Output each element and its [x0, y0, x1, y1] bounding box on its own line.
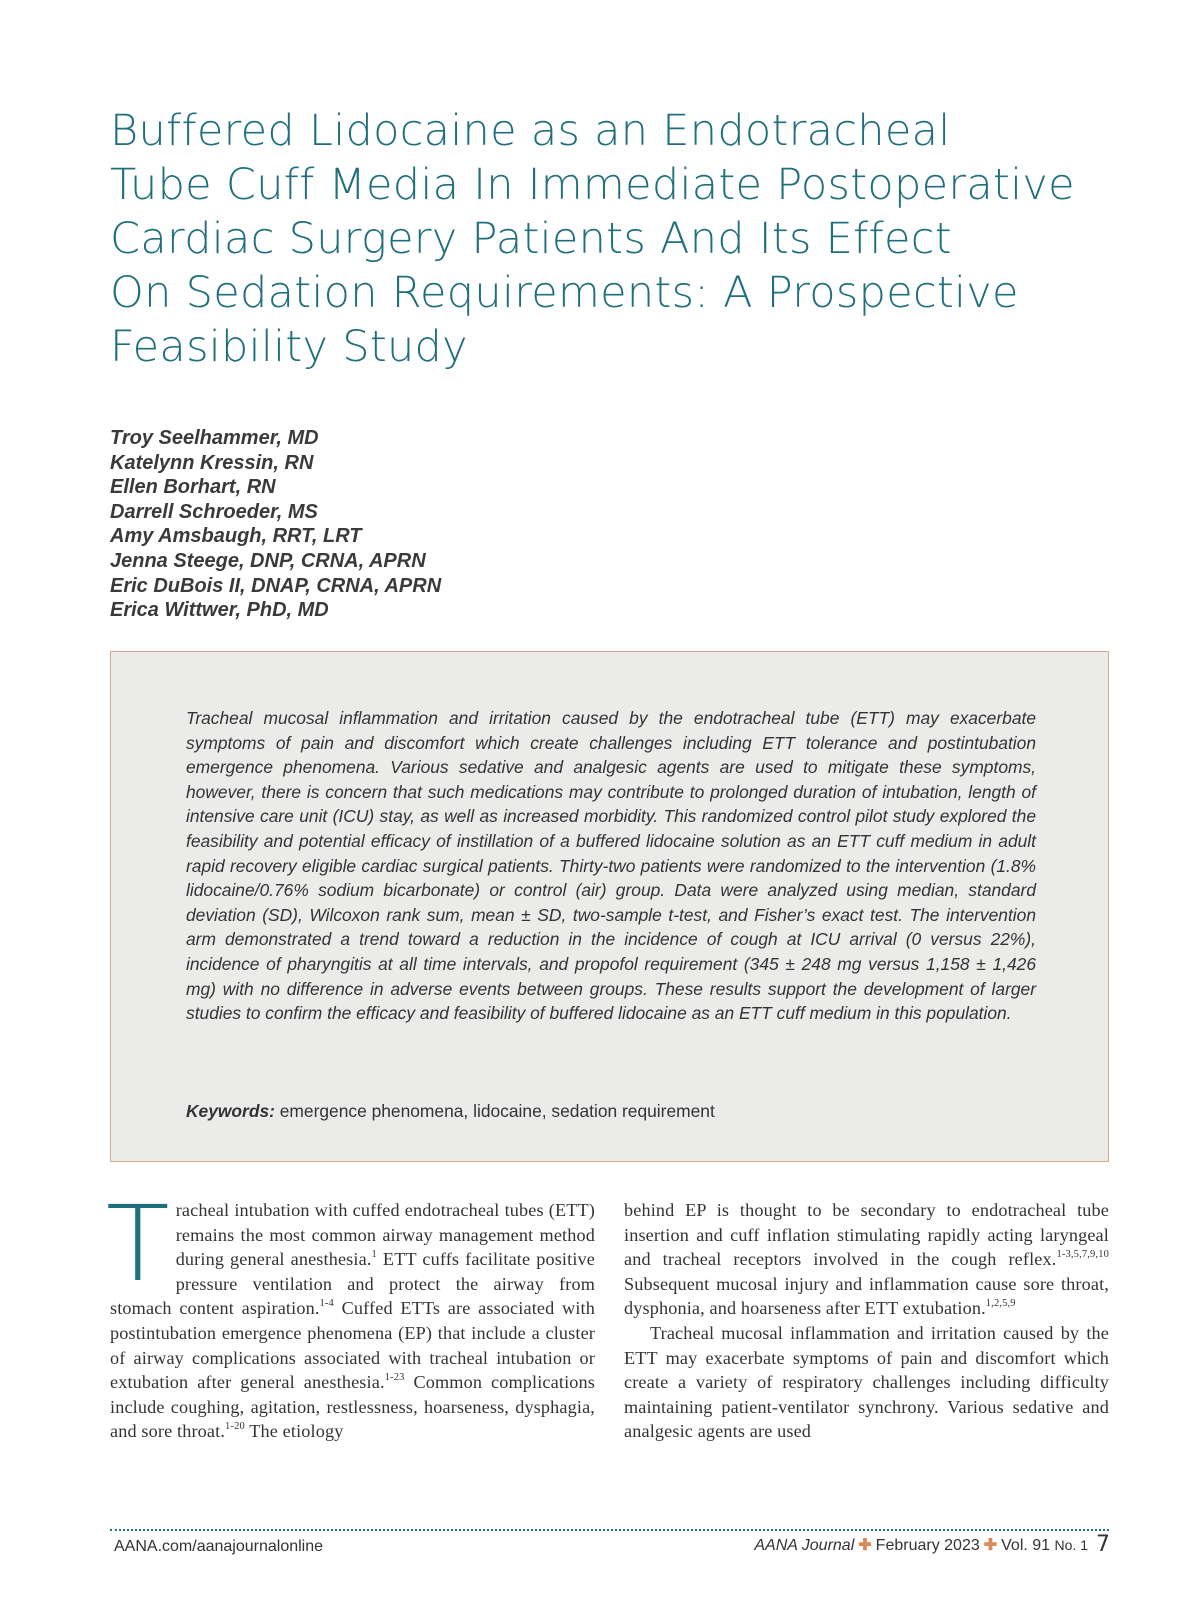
citation: 1,2,5,9 [985, 1298, 1016, 1310]
body-text: Common complications include coughing, agitation, restlessness, hoarseness, dysphagia, and sore throat. [110, 1372, 595, 1442]
author-list [110, 426, 710, 623]
title-line: On Sedation Requirements: A Prospective [110, 268, 1019, 318]
footer-citation [754, 1532, 1110, 1557]
author: Amy Amsbaugh, RRT, LRT [110, 525, 362, 548]
journal-name: AANA Journal [754, 1537, 855, 1554]
issue-date: February 2023 [875, 1537, 980, 1554]
article-title [110, 104, 1110, 374]
title-line: Buffered Lidocaine as an Endotracheal [110, 106, 951, 156]
citation: 1-23 [384, 1372, 405, 1384]
body-text: Cuffed ETTs are associated with postintubation emergence phenomena (EP) that include a cluster of airway complications associated with tracheal intubation or extubation after general anesthesia. [110, 1298, 595, 1393]
footer-url[interactable]: AANA.com/aanajournalonline [114, 1538, 324, 1555]
body-text: racheal intubation with cuffed endotracheal tubes (ETT) remains the most common airway management method during general anesthesia. [175, 1200, 595, 1270]
author: Darrell Schroeder, MS [110, 500, 318, 523]
author: Eric DuBois II, DNAP, CRNA, APRN [110, 574, 442, 597]
keywords-text: emergence phenomena, lidocaine, sedation requirement [274, 1101, 715, 1121]
plus-icon: ✚ [983, 1537, 998, 1554]
abstract-text: Tracheal mucosal inflammation and irritation caused by the endotracheal tube (ETT) may exacerbate symptoms of pain and discomfort which create challenges including ETT tolerance and postintubation emergence phenomena. Various sedative and analgesic agents are used to mitigate these symptoms, however, there is concern that such medications may contribute to prolonged duration of intubation, length of intensive care unit (ICU) stay, as well as increased morbidity. This randomized control pilot study explored the feasibility and potential efficacy of instillation of a buffered lidocaine solution as an ETT cuff medium in adult rapid recovery eligible cardiac surgical patients. Thirty-two patients were randomized to the intervention (1.8% lidocaine/0.76% sodium bicarbonate) or control (air) group. Data were analyzed using median, standard deviation (SD), Wilcoxon rank sum, mean ± SD, two-sample t-test, and Fisher’s exact test. The intervention arm demonstrated a trend toward a reduction in the incidence of cough at ICU arrival (0 versus 22%), incidence of pharyngitis at all time intervals, and propofol requirement (345 ± 248 mg versus 1,158 ± 1,426 mg) with no difference in adverse events between groups. These results support the development of larger studies to confirm the efficacy and feasibility of buffered lidocaine as an ETT cuff medium in this population. [186, 708, 1036, 1024]
plus-icon: ✚ [858, 1537, 872, 1554]
keywords [186, 1101, 1036, 1122]
body-text: The etiology [244, 1421, 344, 1442]
page-number: 7 [1096, 1532, 1110, 1557]
drop-cap: T [106, 1183, 170, 1305]
footer-divider [110, 1529, 1109, 1531]
citation: 1-20 [225, 1421, 245, 1433]
body-paragraph [106, 1183, 596, 1444]
body-paragraph [624, 1198, 1109, 1321]
author: Katelynn Kressin, RN [110, 451, 314, 474]
issue-number: No. 1 [1054, 1537, 1088, 1553]
body-text: Subsequent mucosal injury and inflammation cause sore throat, dysphonia, and hoarseness after ETT extubation. [624, 1273, 1109, 1319]
body-column-left [106, 1183, 596, 1444]
body-paragraph: Tracheal mucosal inflammation and irritation caused by the ETT may exacerbate symptoms of pain and discomfort which create a variety of respiratory challenges including difficulty maintaining patient-ventilator synchrony. Various sedative and analgesic agents are used [624, 1322, 1109, 1442]
volume: Vol. 91 [1001, 1537, 1051, 1554]
author: Ellen Borhart, RN [110, 476, 276, 499]
title-line: Feasibility Study [110, 322, 468, 372]
author: Erica Wittwer, PhD, MD [110, 599, 329, 622]
citation: 1-4 [319, 1298, 334, 1310]
author: Jenna Steege, DNP, CRNA, APRN [110, 549, 426, 572]
body-column-right [624, 1198, 1109, 1444]
title-line: Tube Cuff Media In Immediate Postoperative [110, 160, 1075, 210]
citation: 1 [371, 1249, 377, 1261]
keywords-label: Keywords: [186, 1101, 275, 1121]
citation: 1-3,5,7,9,10 [1056, 1249, 1109, 1261]
author: Troy Seelhammer, MD [110, 427, 319, 449]
abstract-box [110, 651, 1109, 1162]
title-line: Cardiac Surgery Patients And Its Effect [110, 214, 952, 264]
body-text: behind EP is thought to be secondary to endotracheal tube insertion and cuff inflation stimulating rapidly acting laryngeal and tracheal receptors involved in the cough reflex. [624, 1200, 1109, 1270]
body-text: ETT cuffs facilitate positive pressure ventilation and protect the airway from stomach content aspiration. [110, 1249, 596, 1319]
